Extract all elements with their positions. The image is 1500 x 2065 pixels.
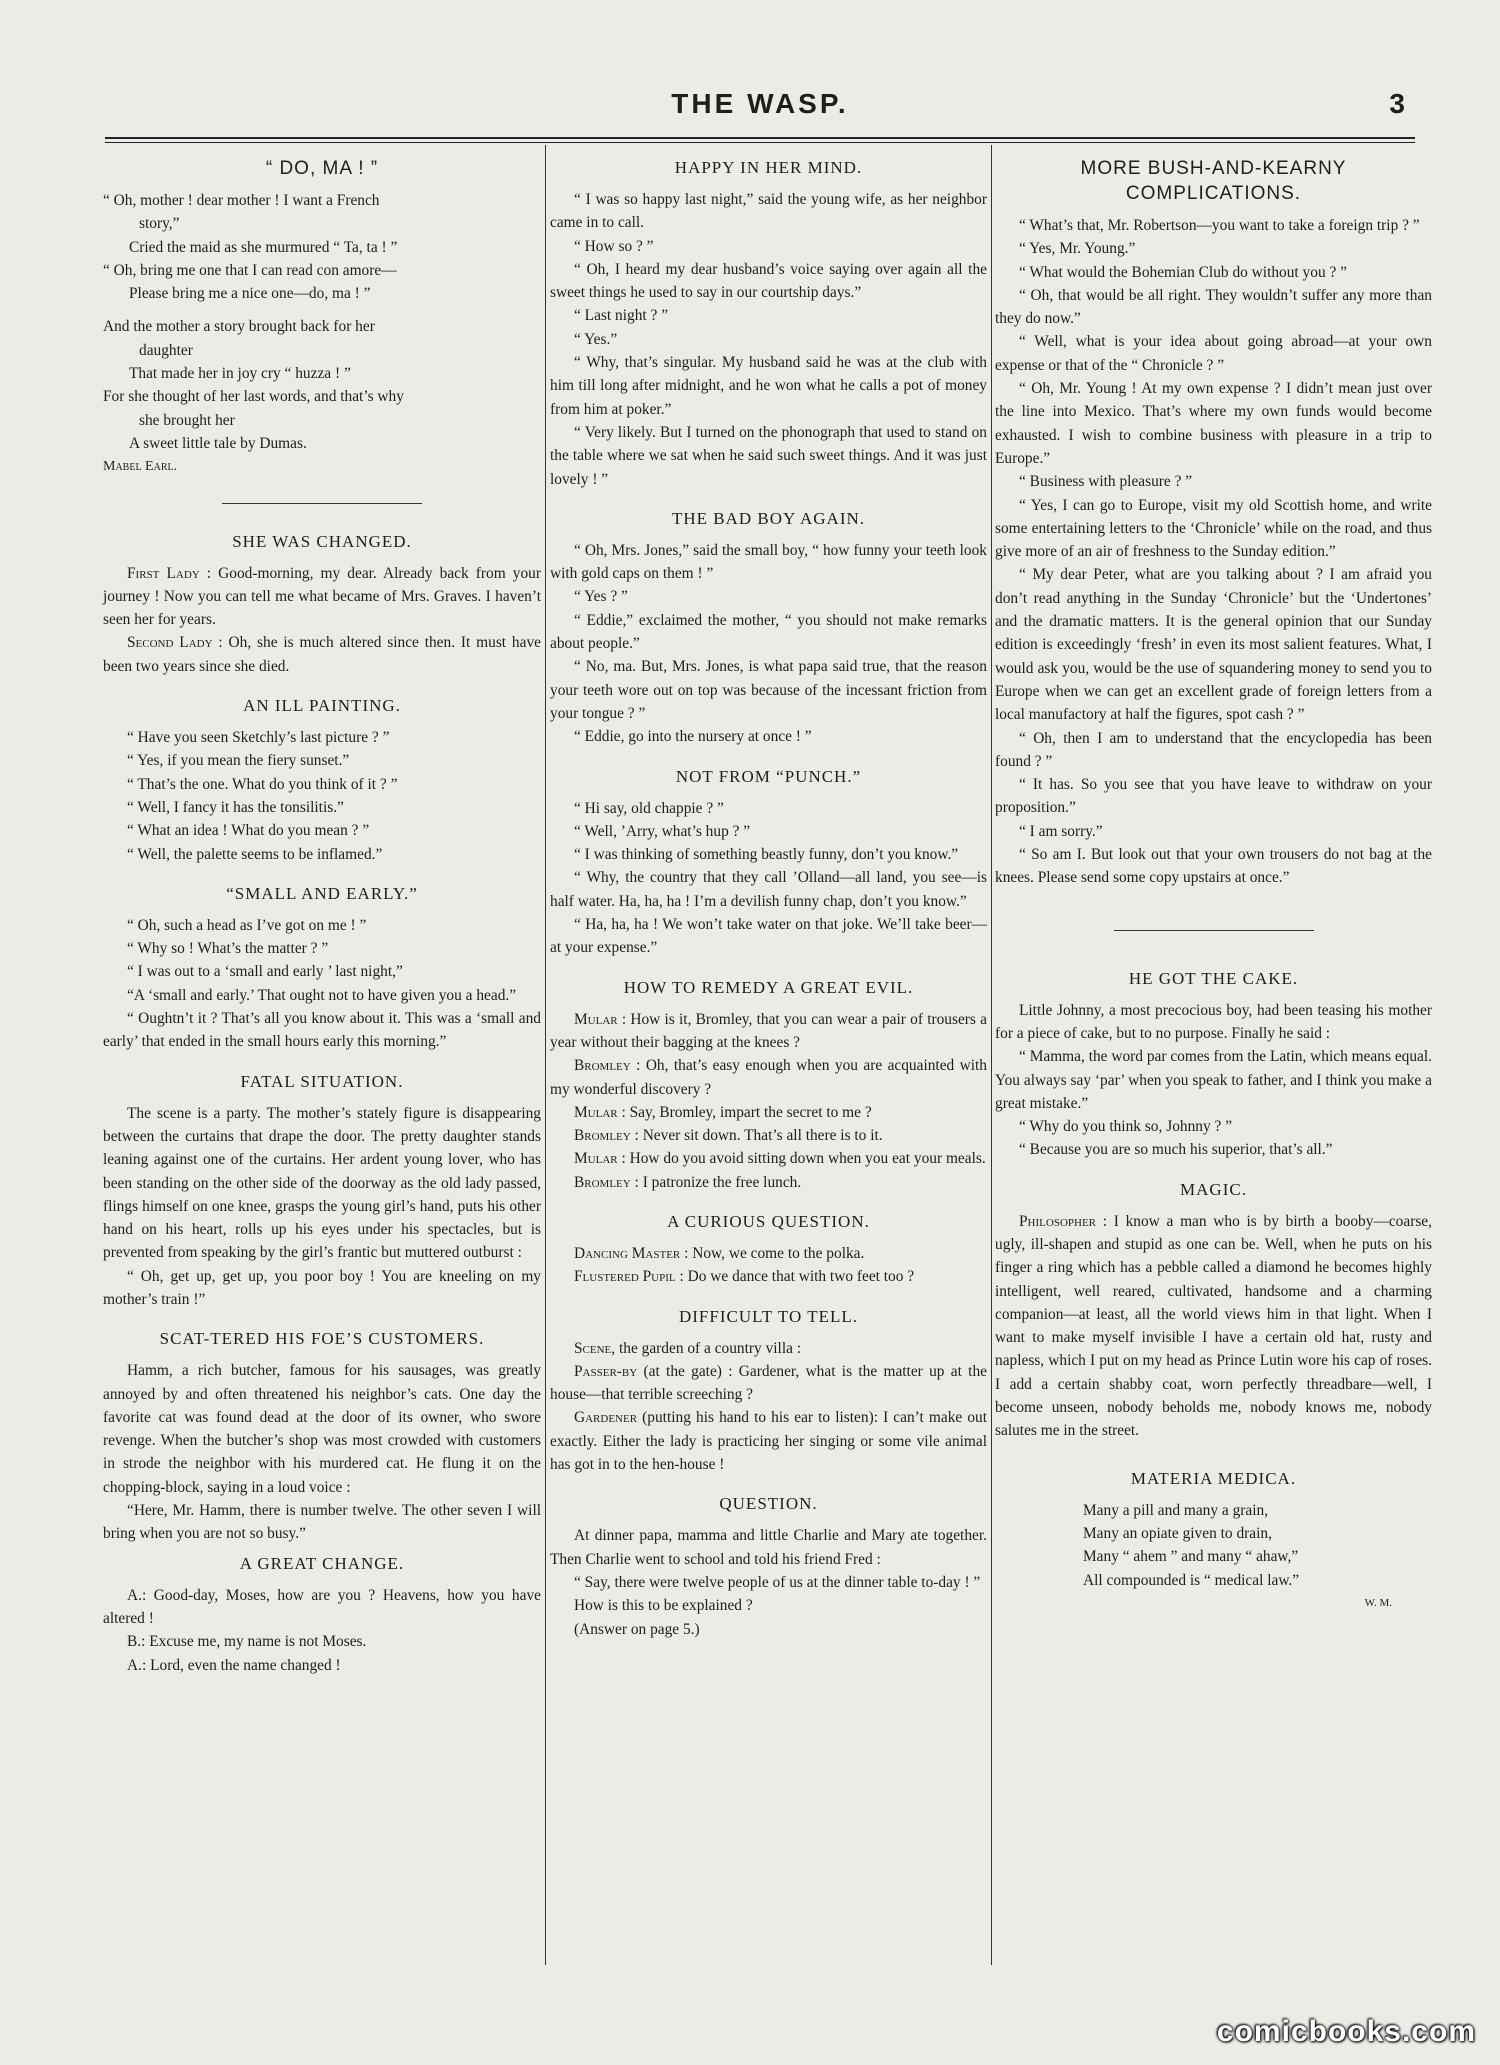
article-title: HE GOT THE CAKE. bbox=[1128, 968, 1299, 988]
paragraph: “ Yes, I can go to Europe, visit my old Scottish home, and write some entertaining letters to the ‘Chronicle’ while on the road, and thus give more of an air of freshness to the Sunday edition.” bbox=[995, 496, 1432, 561]
paragraph: “ I was thinking of something beastly funny, don’t you know.” bbox=[574, 846, 959, 864]
paragraph: “ Say, there were twelve people of us at the dinner table to-day ! ” bbox=[574, 1573, 981, 1591]
paragraph: “ That’s the one. What do you think of it ? ” bbox=[127, 775, 398, 793]
paragraph: “ Business with pleasure ? ” bbox=[1019, 473, 1193, 491]
paragraph: “ Why do you think so, Johnny ? ” bbox=[1019, 1118, 1233, 1136]
paragraph: How is this to be explained ? bbox=[574, 1597, 753, 1615]
poem-line: All compounded is “ medical law.” bbox=[1083, 1571, 1300, 1589]
paragraph: “ Yes, if you mean the fiery sunset.” bbox=[127, 752, 350, 770]
dialogue-line bbox=[550, 1360, 987, 1407]
article-title: QUESTION. bbox=[719, 1494, 818, 1514]
paragraph: “ Ha, ha, ha ! We won’t take water on that joke. We’ll take beer—at your expense.” bbox=[550, 916, 987, 957]
paragraph: “ Eddie, go into the nursery at once ! ” bbox=[574, 728, 812, 746]
paragraph: “ Why so ! What’s the matter ? ” bbox=[127, 940, 329, 958]
dialogue-text: Good-morning, my dear. Already back from your journey ! Now you can tell me what became of Mrs. Graves. I haven’t seen her for years. bbox=[103, 564, 541, 629]
paragraph: “ No, ma. But, Mrs. Jones, is what papa said true, that the reason your teeth wore out on top was because of the incessant friction from your tongue ? ” bbox=[550, 658, 987, 722]
poem-line: she brought her bbox=[139, 411, 235, 429]
speaker: Mular : bbox=[574, 1010, 627, 1028]
paragraph: “ Oughtn’t it ? That’s all you know about it. This was a ‘small and early’ that ended in the small hours early this morning.” bbox=[103, 1010, 541, 1051]
dialogue-text: Lord, even the name changed ! bbox=[146, 1656, 341, 1674]
article-title: FATAL SITUATION. bbox=[240, 1071, 404, 1091]
paragraph: “ I was so happy last night,” said the young wife, as her neighbor came in to call. bbox=[550, 191, 987, 232]
paragraph: “ Hi say, old chappie ? ” bbox=[574, 799, 724, 817]
article-title: MATERIA MEDICA. bbox=[1130, 1468, 1297, 1488]
speaker: Flustered Pupil : bbox=[574, 1268, 684, 1286]
dialogue-text: Say, Bromley, impart the secret to me ? bbox=[625, 1103, 872, 1121]
article-title: AN ILL PAINTING. bbox=[243, 696, 401, 716]
dialogue-line bbox=[550, 1242, 987, 1265]
dialogue-text: I patronize the free lunch. bbox=[638, 1173, 802, 1191]
paragraph: “A ‘small and early.’ That ought not to have given you a head.” bbox=[127, 986, 517, 1004]
dialogue-text: Never sit down. That’s all there is to it. bbox=[638, 1127, 883, 1145]
paragraph: “ What would the Bohemian Club do without you ? ” bbox=[1019, 263, 1347, 281]
watermark-logo: comicbooks.com bbox=[1216, 2015, 1476, 2048]
dialogue-line bbox=[103, 1630, 541, 1653]
dialogue-line bbox=[995, 1210, 1432, 1443]
paragraph: “ What an idea ! What do you mean ? ” bbox=[127, 822, 370, 840]
poem bbox=[103, 189, 541, 479]
paragraph: “ Mamma, the word par comes from the Latin, which means equal. You always say ‘par’ when you speak to father, and I think you make a great mistake.” bbox=[995, 1048, 1432, 1112]
column-2 bbox=[550, 150, 987, 1970]
poem-line: “ Oh, mother ! dear mother ! I want a French bbox=[103, 192, 380, 209]
dialogue-line bbox=[550, 1406, 987, 1476]
poem bbox=[995, 1499, 1432, 1592]
paragraph: The scene is a party. The mother’s stately figure is disappearing between the curtains that drape the door. The pretty daughter stands leaning against one of the curtains. Her ardent young lover, who has been standing on the other side of the doorway as the old lady passed, flings himself on one knee, grasps the young girl’s hand, puts his other hand on his heart, rolls up his eyes under his spectacles, but is prevented from speaking by the girl’s frantic but muttered outburst : bbox=[103, 1104, 541, 1262]
speaker: Scene, bbox=[574, 1339, 616, 1357]
dialogue-text: Now, we come to the polka. bbox=[688, 1244, 865, 1262]
paragraph: “ Why, that’s singular. My husband said he was at the club with him till long after midnight, and he won what he calls a pot of money from him at poker.” bbox=[550, 354, 987, 418]
dialogue-line bbox=[103, 1654, 541, 1677]
column-3 bbox=[995, 150, 1432, 1970]
paragraph: “ Oh, Mr. Young ! At my own expense ? I didn’t mean just over the line into Mexico. That’s where my own funds would become exhausted. I wish to combine business with pleasure in a trip to Europe.” bbox=[995, 380, 1432, 467]
dialogue-line bbox=[550, 1101, 987, 1124]
article-title: MAGIC. bbox=[1180, 1179, 1247, 1199]
poem-line: Please bring me a nice one—do, ma ! ” bbox=[129, 285, 371, 303]
speaker: First Lady : bbox=[127, 564, 212, 582]
dialogue-text: Do we dance that with two feet too ? bbox=[683, 1268, 915, 1286]
speaker: Bromley : bbox=[574, 1173, 639, 1191]
paragraph: “ My dear Peter, what are you talking about ? I am afraid you don’t read anything in the Sunday ‘Chronicle’ but the ‘Undertones’ and the dramatic matters. It is the general opinion that our Sunday edition is exceedingly ‘fresh’ in even its most salient features. What, I would ask you, would be the use of squandering money to send you to Europe when we can get an excellent grade of foreign letters from a local manufactory at half the figures, spot cash ? ” bbox=[995, 566, 1432, 724]
header-rule bbox=[105, 137, 1415, 143]
paragraph: “ Oh, Mrs. Jones,” said the small boy, “ how funny your teeth look with gold caps on them ! ” bbox=[550, 541, 987, 583]
poem-line: story,” bbox=[139, 215, 180, 233]
paragraph: “ Well, I fancy it has the tonsilitis.” bbox=[127, 798, 344, 816]
speaker: Philosopher : bbox=[1019, 1212, 1108, 1230]
dialogue-line bbox=[103, 1584, 541, 1631]
paragraph: “ Well, the palette seems to be inflamed.” bbox=[127, 845, 383, 863]
article-title: HOW TO REMEDY A GREAT EVIL. bbox=[623, 977, 914, 997]
paragraph: “ So am I. But look out that your own trousers do not bag at the knees. Please send some copy upstairs at once.” bbox=[995, 846, 1432, 887]
paragraph: “ Have you seen Sketchly’s last picture ? ” bbox=[127, 729, 390, 747]
dialogue-text: Oh, that’s easy enough when you are acquainted with my wonderful discovery ? bbox=[550, 1057, 987, 1098]
article-title: THE BAD BOY AGAIN. bbox=[671, 508, 866, 528]
paragraph: “ It has. So you see that you have leave to withdraw on your proposition.” bbox=[995, 776, 1432, 817]
article-title: NOT FROM “PUNCH.” bbox=[675, 766, 862, 786]
article-title: DIFFICULT TO TELL. bbox=[678, 1306, 859, 1326]
masthead bbox=[105, 88, 1415, 128]
dialogue-text: the garden of a country villa : bbox=[615, 1339, 802, 1357]
page-number: 3 bbox=[1389, 88, 1405, 119]
paragraph: “ Because you are so much his superior, that’s all.” bbox=[1019, 1141, 1333, 1159]
speaker: A.: bbox=[127, 1656, 147, 1674]
column-divider-2 bbox=[991, 145, 992, 1965]
paragraph: “ Oh, get up, get up, you poor boy ! You are kneeling on my mother’s train !” bbox=[103, 1267, 541, 1308]
dialogue-line bbox=[550, 1008, 987, 1055]
paragraph: “ I am sorry.” bbox=[1019, 822, 1103, 840]
dialogue-line bbox=[550, 1124, 987, 1147]
dialogue-line bbox=[550, 1265, 987, 1288]
dialogue-line bbox=[550, 1337, 987, 1360]
speaker: Second Lady : bbox=[127, 634, 223, 652]
paragraph: “ Oh, I heard my dear husband’s voice saying over again all the sweet things he used to say in our courtship days.” bbox=[550, 260, 987, 302]
article-title: “ DO, MA ! ” bbox=[265, 158, 379, 179]
dialogue-line bbox=[550, 1147, 987, 1170]
dialogue-text: I know a man who is by birth a booby—coarse, ugly, ill-shapen and stupid as one can be. Well, when he puts on his finger a ring which has a pebble called a diamond he becomes highly intelligent, well reared, cultivated, handsome and a charming companion—at least, all the world views him in that light. When I want to make myself invisible I have a certain old hat, rusty and napless, which I put on my head as Prince Lutin wore his cap of roses. I add a certain shabby coat, worn perfectly threadbare—well, I become unseen, nobody beholds me, nobody knows me, nobody salutes me in the street. bbox=[995, 1212, 1432, 1440]
paragraph: “Here, Mr. Hamm, there is number twelve. The other seven I will bring when you are not so busy.” bbox=[103, 1502, 541, 1543]
dialogue-text: Good-day, Moses, how are you ? Heavens, how you have altered ! bbox=[103, 1586, 541, 1627]
poem-line: Many an opiate given to drain, bbox=[1083, 1524, 1272, 1542]
article-title: “SMALL AND EARLY.” bbox=[226, 883, 418, 903]
dialogue-text: How is it, Bromley, that you can wear a pair of trousers a year without their bagging at the knees ? bbox=[550, 1010, 987, 1051]
speaker: Gardener bbox=[574, 1409, 638, 1427]
article-title: SHE WAS CHANGED. bbox=[232, 531, 412, 551]
article-title: HAPPY IN HER MIND. bbox=[674, 158, 863, 177]
poem-line: A sweet little tale by Dumas. bbox=[129, 434, 307, 452]
poem-line: daughter bbox=[139, 341, 193, 359]
author-signature: Mabel Earl. bbox=[103, 459, 178, 475]
paragraph: “ Eddie,” exclaimed the mother, “ you should not make remarks about people.” bbox=[550, 611, 987, 653]
paragraph: “ Oh, such a head as I’ve got on me ! ” bbox=[127, 916, 367, 934]
paragraph: “ Oh, that would be all right. They wouldn’t suffer any more than they do now.” bbox=[995, 286, 1432, 328]
dialogue-line bbox=[103, 631, 541, 678]
poem-line: And the mother a story brought back for her bbox=[103, 318, 375, 336]
speaker: Mular : bbox=[574, 1103, 626, 1121]
author-signature: W. M. bbox=[1364, 1596, 1392, 1609]
paragraph: “ I was out to a ‘small and early ’ last night,” bbox=[127, 963, 403, 981]
newspaper-title: THE WASP. bbox=[671, 88, 849, 119]
speaker: Passer-by bbox=[574, 1362, 638, 1380]
paragraph: “ How so ? ” bbox=[574, 237, 654, 255]
dialogue-text: Oh, she is much altered since then. It must have been two years since she died. bbox=[103, 634, 541, 675]
section-separator bbox=[222, 503, 422, 504]
speaker: B.: bbox=[127, 1633, 146, 1651]
article-title: MORE BUSH-AND-KEARNY COMPLICATIONS. bbox=[1080, 158, 1347, 204]
poem-line: “ Oh, bring me one that I can read con amore— bbox=[103, 261, 397, 279]
dialogue-text: (at the gate) : Gardener, what is the matter up at the house—that terrible screeching ? bbox=[550, 1362, 987, 1404]
speaker: A.: bbox=[127, 1586, 147, 1604]
section-separator bbox=[1114, 930, 1314, 931]
dialogue-text: (putting his hand to his ear to listen): I can’t make out exactly. Either the lady is practicing her singing or some vile animal has got in to the hen-house ! bbox=[550, 1409, 987, 1474]
speaker: Bromley : bbox=[574, 1127, 639, 1145]
dialogue-line bbox=[550, 1054, 987, 1101]
column-divider-1 bbox=[545, 145, 546, 1965]
paragraph: Little Johnny, a most precocious boy, had been teasing his mother for a piece of cake, but to no purpose. Finally he said : bbox=[995, 1001, 1432, 1042]
article-title: A CURIOUS QUESTION. bbox=[667, 1211, 870, 1231]
dialogue-line bbox=[103, 562, 541, 632]
column-1 bbox=[103, 150, 541, 1970]
paragraph: “ Well, ’Arry, what’s hup ? ” bbox=[574, 822, 751, 840]
poem-line: Many a pill and many a grain, bbox=[1083, 1501, 1269, 1519]
paragraph: “ Very likely. But I turned on the phonograph that used to stand on the table where we sat when he said such sweet things. And it was just lovely ! ” bbox=[550, 423, 987, 488]
paragraph: “ Oh, then I am to understand that the encyclopedia has been found ? ” bbox=[995, 729, 1432, 770]
paragraph: “ What’s that, Mr. Robertson—you want to take a foreign trip ? ” bbox=[1019, 217, 1420, 234]
poem-line: Cried the maid as she murmured “ Ta, ta ! ” bbox=[129, 238, 398, 256]
poem-line: For she thought of her last words, and that’s why bbox=[103, 388, 404, 406]
speaker: Mular : bbox=[574, 1150, 626, 1168]
speaker: Bromley : bbox=[574, 1057, 641, 1075]
paragraph: “ Why, the country that they call ’Olland—all land, you see—is half water. Ha, ha, ha ! I’m a devilish funny chap, don’t you know.” bbox=[550, 869, 987, 910]
speaker: Dancing Master : bbox=[574, 1244, 689, 1262]
paragraph: Hamm, a rich butcher, famous for his sausages, was greatly annoyed by and often threatened his neighbor’s cats. One day the favorite cat was found dead at the door of its owner, who swore revenge. When the butcher’s shop was most crowded with customers in strode the neighbor with his murdered cat. He flung it on the chopping-block, saying in a loud voice : bbox=[103, 1362, 541, 1496]
dialogue-line bbox=[550, 1171, 987, 1194]
article-title: SCAT-TERED HIS FOE’S CUSTOMERS. bbox=[159, 1329, 485, 1349]
poem-line: That made her in joy cry “ huzza ! ” bbox=[129, 365, 351, 383]
paragraph: “ Well, what is your idea about going abroad—at your own expense or that of the “ Chronicle ? ” bbox=[995, 333, 1432, 374]
paragraph: “ Last night ? ” bbox=[574, 307, 669, 325]
dialogue-text: Excuse me, my name is not Moses. bbox=[145, 1633, 367, 1651]
paragraph: (Answer on page 5.) bbox=[574, 1620, 700, 1638]
article-title: A GREAT CHANGE. bbox=[239, 1553, 405, 1573]
poem-line: Many “ ahem ” and many “ ahaw,” bbox=[1083, 1548, 1299, 1566]
dialogue-text: How do you avoid sitting down when you eat your meals. bbox=[625, 1150, 986, 1168]
paragraph: At dinner papa, mamma and little Charlie and Mary ate together. Then Charlie went to school and told his friend Fred : bbox=[550, 1527, 987, 1568]
paragraph: “ Yes ? ” bbox=[574, 588, 628, 606]
paragraph: “ Yes, Mr. Young.” bbox=[1019, 240, 1136, 258]
paragraph: “ Yes.” bbox=[574, 330, 618, 348]
